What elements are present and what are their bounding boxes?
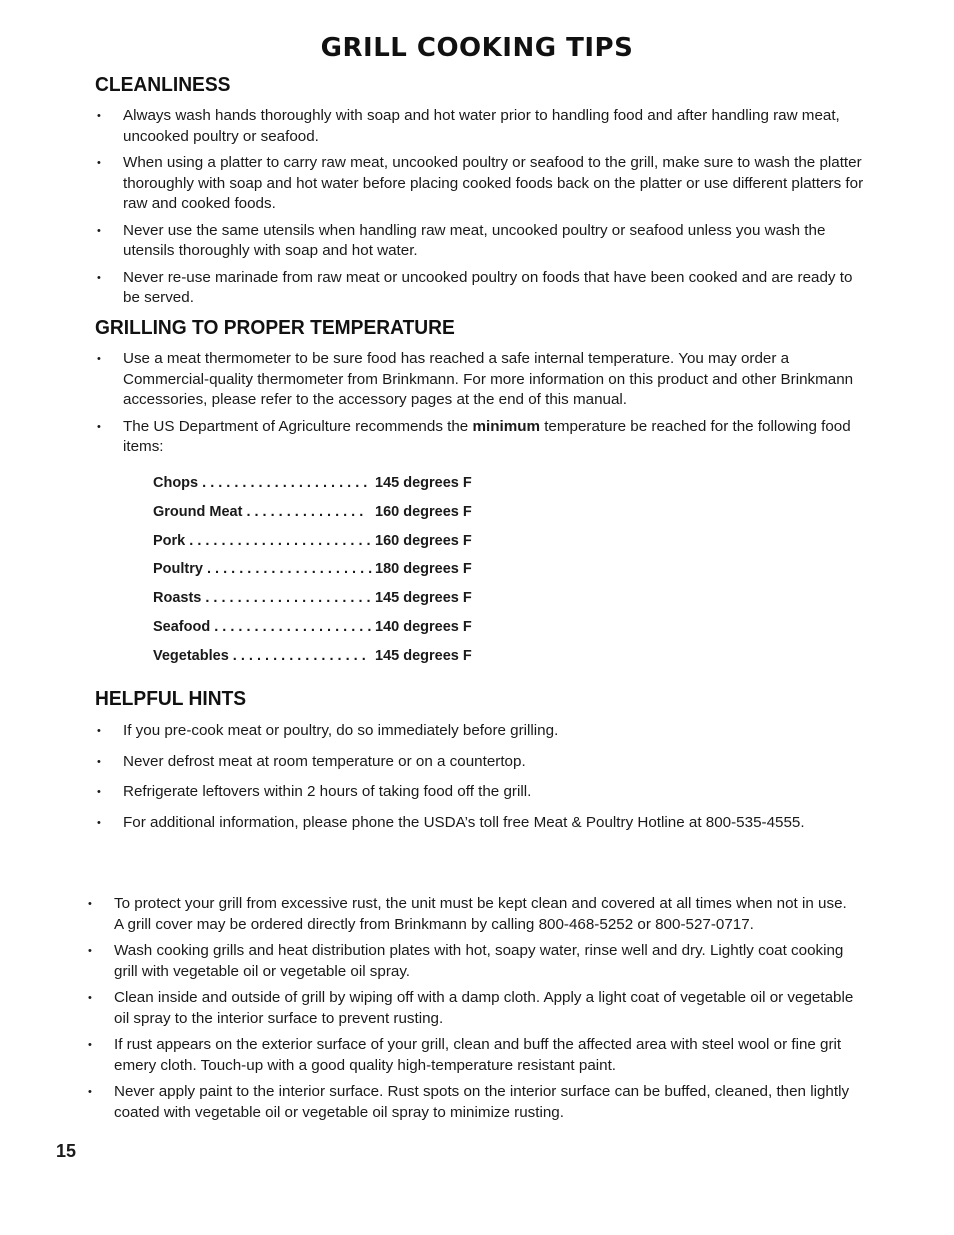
- list-item: • If you pre-cook meat or poultry, do so immediately before grilling.: [95, 721, 875, 742]
- list-item: • Never re-use marinade from raw meat or uncooked poultry on foods that have been cooked and are ready to be served.: [97, 268, 853, 306]
- list-item: • Always wash hands thoroughly with soap and hot water prior to handling food and after handling raw meat, uncooked poultry or seafood.: [97, 107, 840, 145]
- table-row: [153, 503, 472, 533]
- table-row: [153, 590, 472, 619]
- list-item: • When using a platter to carry raw meat, uncooked poultry or seafood to the grill, make sure to wash the platter thoroughly with soap and hot water before placing cooked foods back on the platter or use different platters for raw and cooked foods.: [97, 154, 864, 212]
- cleanliness-heading: CLEANLINESS: [95, 74, 231, 96]
- table-row: [153, 532, 472, 562]
- page-number: 15: [56, 1141, 77, 1161]
- food-temp: 160 degrees F: [375, 503, 472, 520]
- food-name: Chops . . . . . . . . . . . . . . . . . . . . .: [153, 475, 368, 491]
- food-name: Pork . . . . . . . . . . . . . . . . . . . . . . .: [153, 532, 371, 549]
- bullet-icon: •: [88, 1086, 92, 1098]
- list-item: • Never defrost meat at room temperature or on a countertop.: [95, 752, 875, 773]
- bullet-icon: •: [97, 271, 101, 284]
- list-item: • If rust appears on the exterior surface of your grill, clean and buff the affected area with steel wool or fine grit emery cloth. Touch-up with a good quality high-temperature resistant paint.: [88, 1036, 842, 1074]
- food-temp: 145 degrees F: [375, 647, 472, 664]
- list-item: • Wash cooking grills and heat distribution plates with hot, soapy water, rinse well and dry. Lightly coat cooking grill with vegetable oil or vegetable oil spray.: [88, 942, 844, 980]
- food-name: Poultry . . . . . . . . . . . . . . . . . . . . .: [153, 561, 373, 578]
- food-name: Seafood . . . . . . . . . . . . . . . . . . . .: [153, 618, 372, 635]
- list-item: • For additional information, please phone the USDA’s toll free Meat & Poultry Hotline at 800-535-4555.: [95, 813, 875, 834]
- bullet-icon: •: [97, 816, 101, 829]
- table-row: [153, 647, 472, 677]
- temperature-table: [153, 475, 472, 677]
- list-item: • Clean inside and outside of grill by wiping off with a damp cloth. Apply a light coat of vegetable oil or vegetable oil spray to the interior surface to prevent rusting.: [88, 989, 854, 1027]
- care-list: [86, 894, 856, 1123]
- hints-list: [95, 721, 875, 833]
- bullet-icon: •: [88, 945, 92, 957]
- bullet-icon: •: [97, 224, 101, 237]
- bullet-icon: •: [97, 353, 101, 365]
- page-title: GRILL COOKING TIPS: [320, 33, 634, 63]
- temperature-heading: GRILLING TO PROPER TEMPERATURE: [95, 317, 455, 339]
- list-item: • Never use the same utensils when handling raw meat, uncooked poultry or seafood unless you wash the utensils thoroughly with soap and hot water.: [97, 221, 826, 259]
- food-temp: 145 degrees F: [375, 475, 472, 491]
- bullet-icon: •: [97, 725, 101, 737]
- food-temp: 145 degrees F: [375, 590, 472, 607]
- food-temp: 180 degrees F: [375, 561, 472, 578]
- cleanliness-list: [95, 106, 865, 309]
- food-name: Ground Meat . . . . . . . . . . . . . . .: [153, 503, 364, 520]
- hints-heading: HELPFUL HINTS: [95, 688, 247, 710]
- bullet-icon: •: [97, 110, 101, 122]
- food-name: Vegetables . . . . . . . . . . . . . . . . .: [153, 647, 366, 664]
- food-temp: 160 degrees F: [375, 532, 472, 549]
- list-item: • Use a meat thermometer to be sure food has reached a safe internal temperature. You may order a Commercial-quality thermometer from Brinkmann. For more information on this product and other Brinkmann accessories, please refer to the accessory pages at the end of this manual.: [97, 350, 854, 408]
- emphasis-text: minimum: [472, 417, 540, 435]
- list-item: • Never apply paint to the interior surface. Rust spots on the interior surface can be buffed, cleaned, then lightly coated with vegetable oil or vegetable oil spray to minimize rusting.: [88, 1083, 850, 1121]
- list-item: • To protect your grill from excessive rust, the unit must be kept clean and covered at all times when not in use. A grill cover may be ordered directly from Brinkmann by calling 800-468-5252 or 800-527-0717.: [88, 895, 847, 933]
- temperature-list: [95, 349, 865, 458]
- table-row: [153, 561, 472, 590]
- bullet-icon: •: [97, 157, 101, 169]
- table-row: [153, 475, 472, 504]
- food-name: Roasts . . . . . . . . . . . . . . . . . . . . .: [153, 590, 371, 607]
- bullet-icon: •: [88, 1039, 92, 1051]
- bullet-icon: •: [97, 420, 101, 433]
- bullet-icon: •: [88, 898, 92, 910]
- bullet-icon: •: [97, 786, 101, 798]
- bullet-icon: •: [88, 992, 92, 1004]
- list-item: • The US Department of Agriculture recommends the minimum temperature be reached for the following food items:: [97, 417, 851, 455]
- bullet-icon: •: [97, 755, 101, 768]
- table-row: [153, 618, 472, 648]
- food-temp: 140 degrees F: [375, 618, 472, 635]
- list-item: • Refrigerate leftovers within 2 hours of taking food off the grill.: [95, 782, 875, 803]
